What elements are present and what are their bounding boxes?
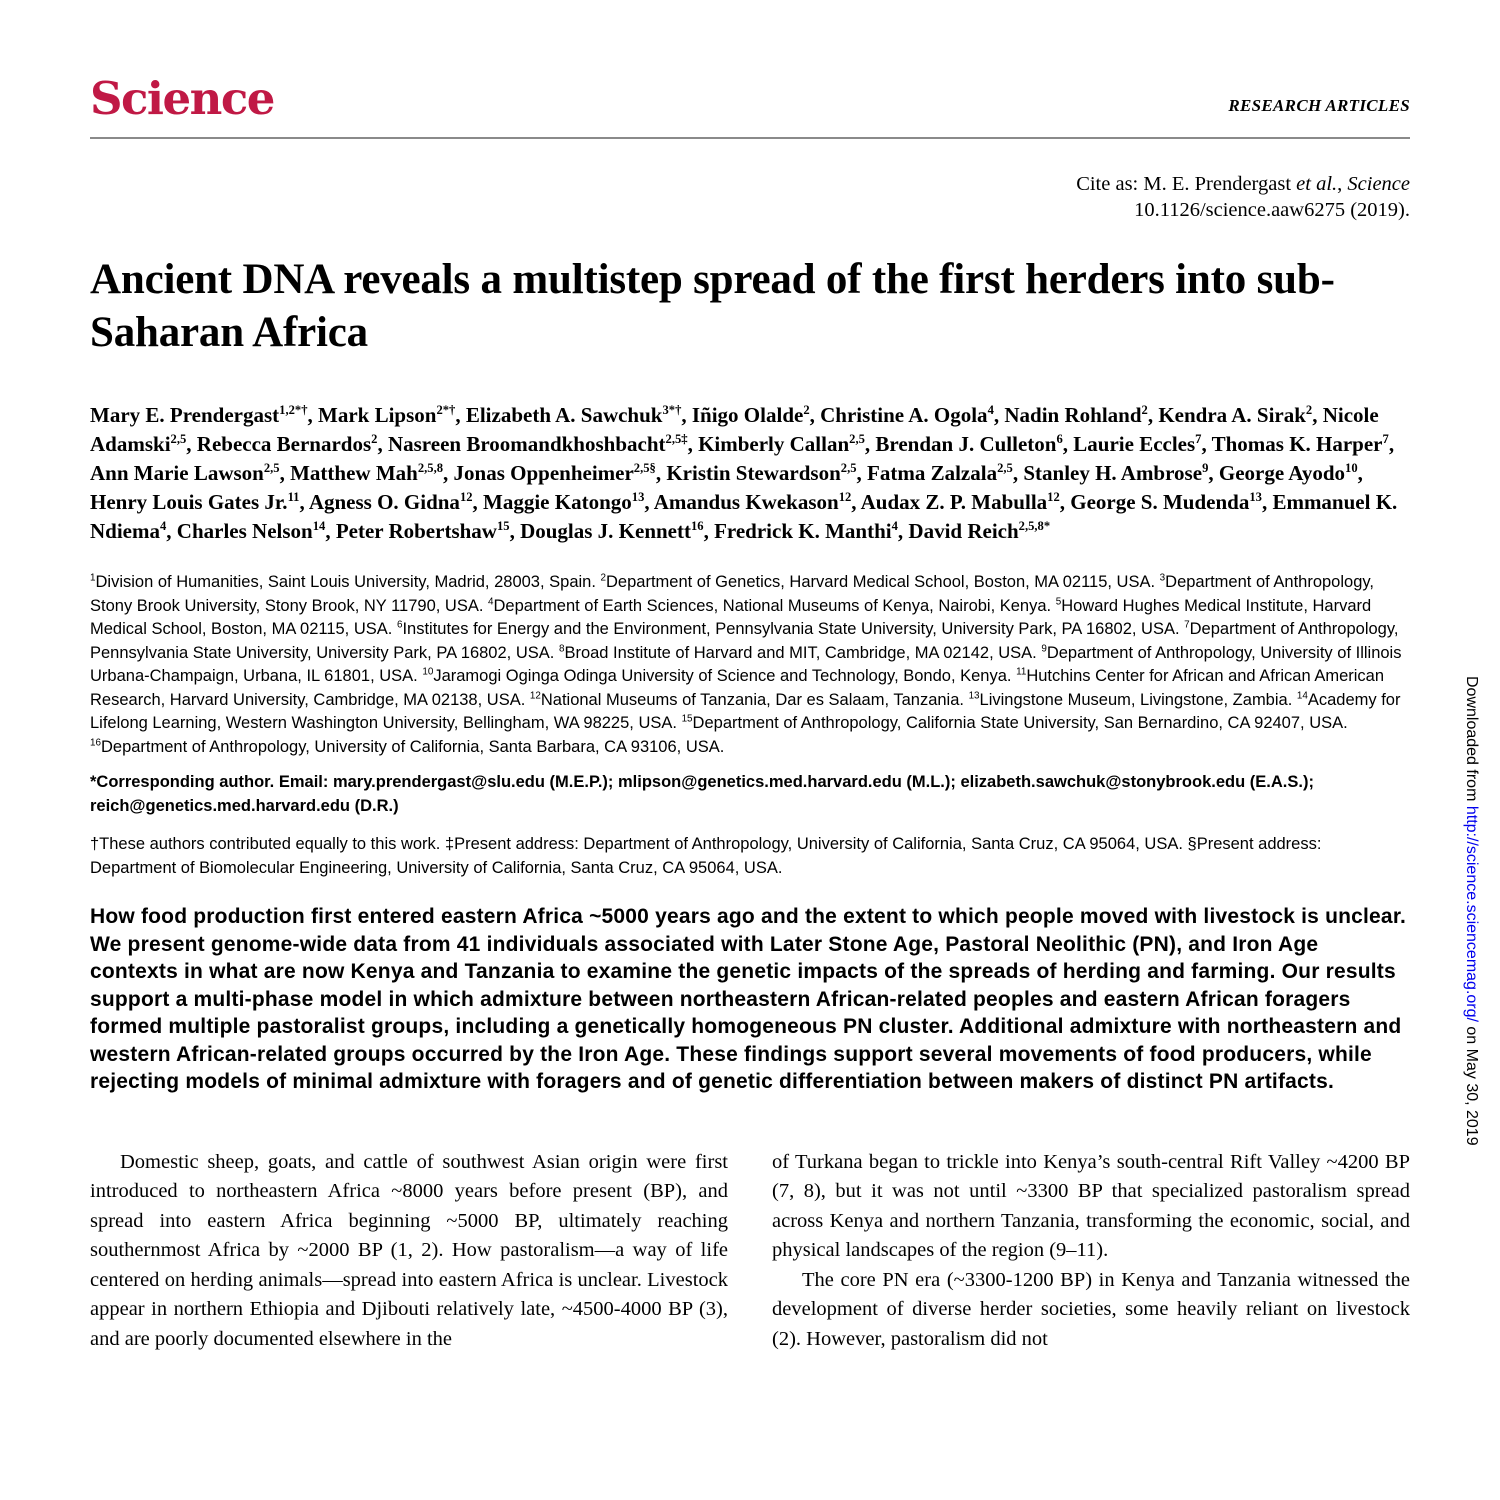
citation-prefix: Cite as: M. E. Prendergast	[1076, 173, 1297, 195]
watermark-prefix: Downloaded from	[1463, 676, 1480, 806]
download-watermark	[1462, 676, 1480, 1146]
citation-block	[90, 171, 1410, 223]
header-rule	[90, 137, 1410, 139]
science-logo: Science	[90, 72, 274, 125]
corresponding-authors: *Corresponding author. Email: mary.prendergast@slu.edu (M.E.P.); mlipson@genetics.med.harvard.edu (M.L.); elizabeth.sawchuk@stonybrook.edu (E.A.S.); reich@genetics.med.harvard.edu (D.R.)	[90, 773, 1314, 815]
body-paragraph: of Turkana began to trickle into Kenya’s south-central Rift Valley ~4200 BP (7, 8), but it was not until ~3300 BP that specialized pastoralism spread across Kenya and northern Tanzania, transforming the economic, social, and physical landscapes of the region (9–11).	[772, 1150, 1410, 1261]
body-column-2	[772, 1148, 1410, 1355]
masthead	[90, 0, 1410, 125]
article-title: Ancient DNA reveals a multistep spread of the first herders into sub-Saharan Africa	[90, 256, 1335, 356]
authors-list: Mary E. Prendergast$^{1,2*\dagger}$, Mark Lipson$^{2*\dagger}$, Elizabeth A. Sawchuk$^{3*\dagger}$, Iñigo Olalde$^2$, Christine A. Ogola$^4$, Nadin Rohland$^2$, Kendra A. Sirak$^2$, Nicole Adamski$^{2,5}$, Rebecca Bernardos$^2$, Nasreen Broomandkhoshbacht$^{2,5\ddagger}$, Kimberly Callan$^{2,5}$, Brendan J. Culleton$^6$, Laurie Eccles$^7$, Thomas K. Harper$^7$, Ann Marie Lawson$^{2,5}$, Matthew Mah$^{2,5,8}$, Jonas Oppenheimer$^{2,5\S}$, Kristin Stewardson$^{2,5}$, Fatma Zalzala$^{2,5}$, Stanley H. Ambrose$^9$, George Ayodo$^{10}$, Henry Louis Gates Jr.$^{11}$, Agness O. Gidna$^{12}$, Maggie Katongo$^{13}$, Amandus Kwekason$^{12}$, Audax Z. P. Mabulla$^{12}$, George S. Mudenda$^{13}$, Emmanuel K. Ndiema$^4$, Charles Nelson$^{14}$, Peter Robertshaw$^{15}$, Douglas J. Kennett$^{16}$, Fredrick K. Manthi$^4$, David Reich$^{2,5,8*}$	[90, 403, 1398, 543]
citation-etal: et al.	[1296, 173, 1338, 195]
citation-doi: 10.1126/science.aaw6275 (2019).	[1134, 199, 1410, 221]
abstract: How food production first entered eastern Africa ~5000 years ago and the extent to which people moved with livestock is unclear. We present genome-wide data from 41 individuals associated with Later Stone Age, Pastoral Neolithic (PN), and Iron Age contexts in what are now Kenya and Tanzania to examine the genetic impacts of the spreads of herding and farming. Our results support a multi-phase model in which admixture between northeastern African-related peoples and eastern African foragers formed multiple pastoralist groups, including a genetically homogeneous PN cluster. Additional admixture with northeastern and western African-related groups occurred by the Iron Age. These findings support several movements of food producers, while rejecting models of minimal admixture with foragers and of genetic differentiation between makers of distinct PN artifacts.	[90, 905, 1407, 1093]
body-columns	[90, 1148, 1410, 1355]
body-paragraph: Domestic sheep, goats, and cattle of southwest Asian origin were first introduced to northeastern Africa ~8000 years before present (BP), and spread into eastern Africa beginning ~5000 BP, ultimately reaching southernmost Africa by ~2000 BP (1, 2). How pastoralism—a way of life centered on herding animals—spread into eastern Africa is unclear. Livestock appear in northern Ethiopia and Djibouti relatively late, ~4500-4000 BP (3), and are poorly documented elsewhere in the	[90, 1150, 728, 1350]
body-paragraph: The core PN era (~3300-1200 BP) in Kenya and Tanzania witnessed the development of diverse herder societies, some heavily reliant on livestock (2). However, pastoralism did not	[772, 1268, 1410, 1350]
watermark-suffix: on May 30, 2019	[1463, 1021, 1480, 1146]
author-notes: †These authors contributed equally to this work. ‡Present address: Department of Anthropology, University of California, Santa Cruz, CA 95064, USA. §Present address: Department of Biomolecular Engineering, University of California, Santa Cruz, CA 95064, USA.	[90, 835, 1322, 877]
section-label: RESEARCH ARTICLES	[1228, 96, 1410, 115]
citation-line-1	[90, 171, 1410, 197]
citation-journal: Science	[1347, 173, 1410, 195]
sciencemag-link[interactable]: http://science.sciencemag.org/	[1463, 805, 1480, 1022]
affiliations: $^1$Division of Humanities, Saint Louis University, Madrid, 28003, Spain. $^2$Department of Genetics, Harvard Medical School, Boston, MA 02115, USA. $^3$Department of Anthropology, Stony Brook University, Stony Brook, NY 11790, USA. $^4$Department of Earth Sciences, National Museums of Kenya, Nairobi, Kenya. $^5$Howard Hughes Medical Institute, Harvard Medical School, Boston, MA 02115, USA. $^6$Institutes for Energy and the Environment, Pennsylvania State University, University Park, PA 16802, USA. $^7$Department of Anthropology, Pennsylvania State University, University Park, PA 16802, USA. $^8$Broad Institute of Harvard and MIT, Cambridge, MA 02142, USA. $^9$Department of Anthropology, University of Illinois Urbana-Champaign, Urbana, IL 61801, USA. $^{10}$Jaramogi Oginga Odinga University of Science and Technology, Bondo, Kenya. $^{11}$Hutchins Center for African and African American Research, Harvard University, Cambridge, MA 02138, USA. $^{12}$National Museums of Tanzania, Dar es Salaam, Tanzania. $^{13}$Livingstone Museum, Livingstone, Zambia. $^{14}$Academy for Lifelong Learning, Western Washington University, Bellingham, WA 98225, USA. $^{15}$Department of Anthropology, California State University, San Bernardino, CA 92407, USA. $^{16}$Department of Anthropology, University of California, Santa Barbara, CA 93106, USA.	[90, 572, 1402, 756]
citation-separator: ,	[1337, 173, 1348, 195]
body-column-1	[90, 1148, 728, 1355]
